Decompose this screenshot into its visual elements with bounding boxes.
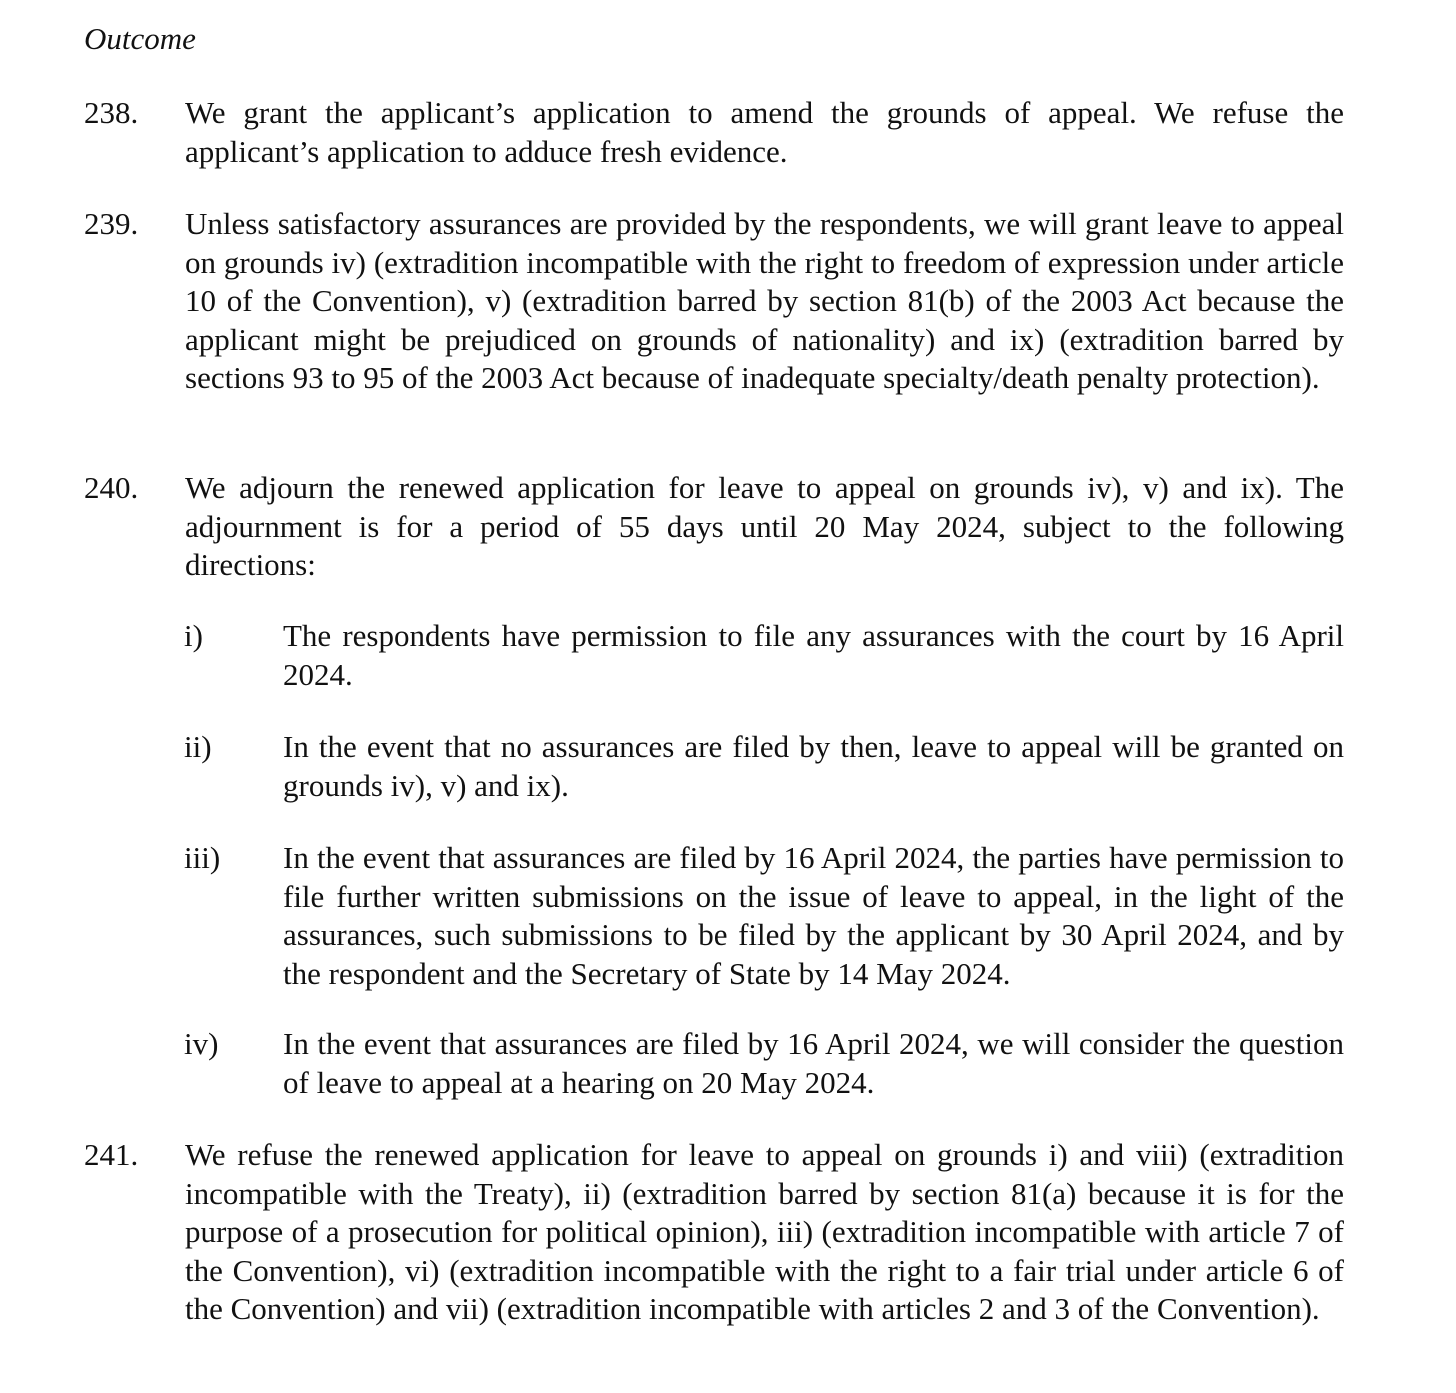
item-text: In the event that assurances are filed by 16 April 2024, we will consider the question of leave to appeal at a hearing on 20 May 2024. bbox=[283, 1026, 1344, 1100]
paragraph-text: We adjourn the renewed application for leave to appeal on grounds iv), v) and ix). The adjournment is for a period of 55 days until 20 May 2024, subject to the following directions: bbox=[185, 470, 1344, 582]
paragraph-238 bbox=[84, 94, 1344, 171]
direction-item-i bbox=[184, 617, 1344, 694]
direction-item-ii bbox=[184, 728, 1344, 805]
item-text: In the event that assurances are filed by 16 April 2024, the parties have permission to file further written submissions on the issue of leave to appeal, in the light of the assurances, such submissions to be filed by the applicant by 30 April 2024, and by the respondent and the Secretary of State by 14 May 2024. bbox=[283, 840, 1344, 991]
paragraph-240 bbox=[84, 469, 1344, 585]
item-number: ii) bbox=[184, 729, 212, 764]
item-text: The respondents have permission to file any assurances with the court by 16 April 2024. bbox=[283, 618, 1344, 692]
direction-item-iii bbox=[184, 839, 1344, 993]
direction-item-iv bbox=[184, 1025, 1344, 1102]
item-number: iv) bbox=[184, 1026, 219, 1061]
item-number: i) bbox=[184, 618, 203, 653]
paragraph-number: 238. bbox=[84, 95, 139, 130]
paragraph-239 bbox=[84, 205, 1344, 398]
paragraph-text: Unless satisfactory assurances are provided by the respondents, we will grant leave to appeal on grounds iv) (extradition incompatible with the right to freedom of expression under article 10 of the Convention), v) (extradition barred by section 81(b) of the 2003 Act because the applicant might be prejudiced on grounds of nationality) and ix) (extradition barred by sections 93 to 95 of the 2003 Act because of inadequate specialty/death penalty protection). bbox=[185, 206, 1344, 395]
paragraph-241 bbox=[84, 1136, 1344, 1329]
paragraph-number: 241. bbox=[84, 1137, 139, 1172]
section-heading: Outcome bbox=[84, 21, 196, 56]
paragraph-text: We refuse the renewed application for leave to appeal on grounds i) and viii) (extradition incompatible with the Treaty), ii) (extradition barred by section 81(a) because it is for the purpose of a prosecution for political opinion), iii) (extradition incompatible with article 7 of the Convention), vi) (extradition incompatible with the right to a fair trial under article 6 of the Convention) and vii) (extradition incompatible with articles 2 and 3 of the Convention). bbox=[185, 1137, 1344, 1326]
paragraph-number: 239. bbox=[84, 206, 139, 241]
item-number: iii) bbox=[184, 840, 221, 875]
paragraph-number: 240. bbox=[84, 470, 139, 505]
item-text: In the event that no assurances are filed by then, leave to appeal will be granted on grounds iv), v) and ix). bbox=[283, 729, 1344, 803]
paragraph-text: We grant the applicant’s application to amend the grounds of appeal. We refuse the applicant’s application to adduce fresh evidence. bbox=[185, 95, 1344, 169]
